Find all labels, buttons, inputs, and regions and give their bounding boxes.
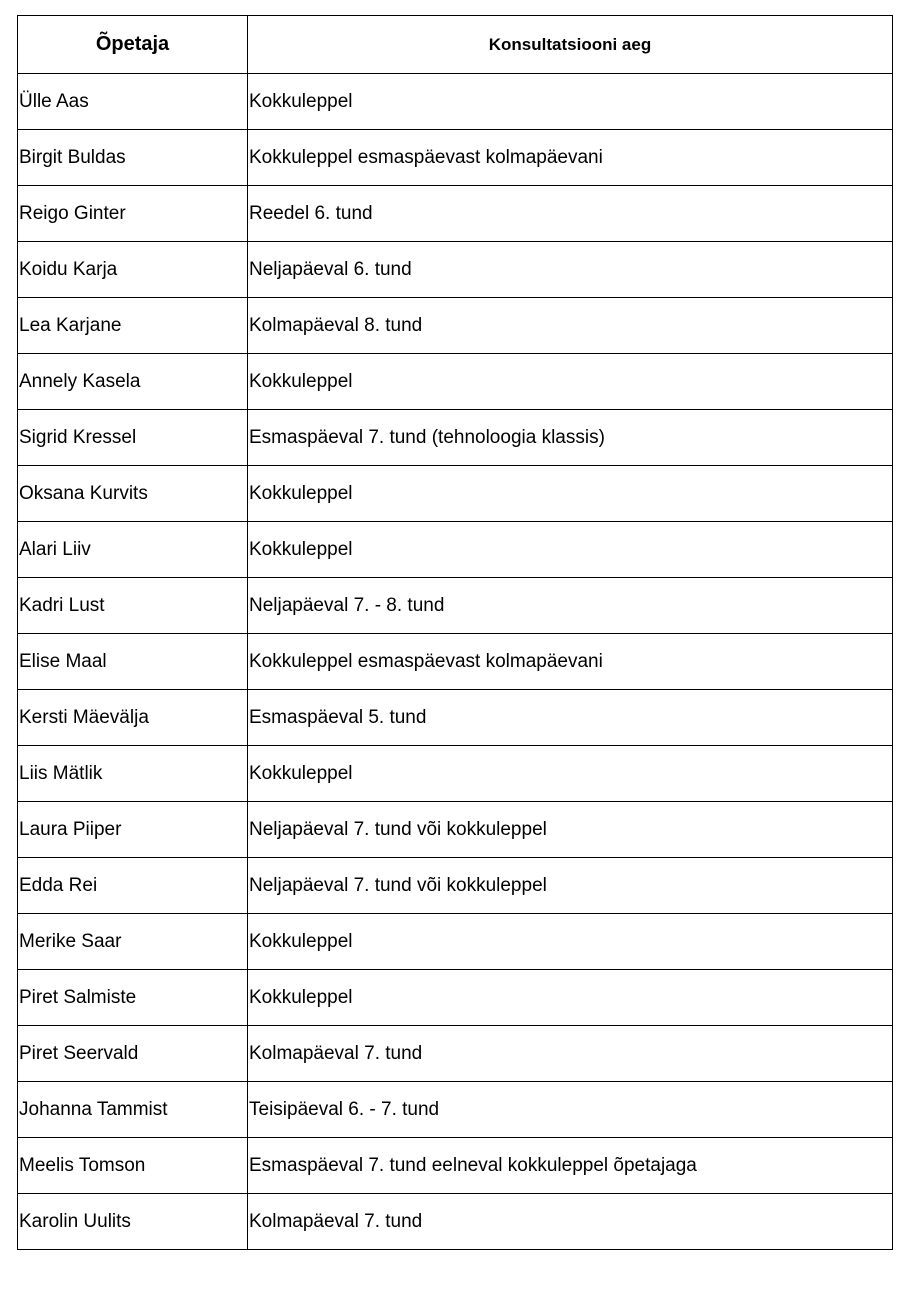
table-row [18,690,893,746]
consultation-time-cell: Kokkuleppel [248,74,893,130]
teacher-name-cell: Johanna Tammist [18,1082,248,1138]
consultation-time-cell: Kokkuleppel [248,746,893,802]
table-row [18,1082,893,1138]
consultation-time-cell: Kokkuleppel [248,354,893,410]
teacher-name-cell: Lea Karjane [18,298,248,354]
table-row [18,1194,893,1250]
teacher-name-cell: Piret Seervald [18,1026,248,1082]
teacher-name-cell: Kadri Lust [18,578,248,634]
table-row [18,634,893,690]
table-row [18,298,893,354]
teacher-name-cell: Liis Mätlik [18,746,248,802]
consultation-time-cell: Esmaspäeval 5. tund [248,690,893,746]
consultation-time-cell: Reedel 6. tund [248,186,893,242]
consultation-time-cell: Kokkuleppel esmaspäevast kolmapäevani [248,130,893,186]
consultation-time-cell: Kokkuleppel [248,522,893,578]
table-row [18,802,893,858]
consultation-time-cell: Neljapäeval 7. tund või kokkuleppel [248,802,893,858]
teacher-name-cell: Meelis Tomson [18,1138,248,1194]
teacher-name-cell: Sigrid Kressel [18,410,248,466]
consultation-time-cell: Neljapäeval 7. tund või kokkuleppel [248,858,893,914]
consultation-time-cell: Esmaspäeval 7. tund eelneval kokkuleppel õpetajaga [248,1138,893,1194]
consultation-time-cell: Kolmapäeval 8. tund [248,298,893,354]
table-row [18,466,893,522]
table-row [18,746,893,802]
table-body [18,74,893,1250]
teacher-name-cell: Alari Liiv [18,522,248,578]
consultation-time-cell: Neljapäeval 6. tund [248,242,893,298]
teacher-name-cell: Karolin Uulits [18,1194,248,1250]
consultation-time-cell: Kolmapäeval 7. tund [248,1194,893,1250]
table-row [18,242,893,298]
table-row [18,354,893,410]
table-row [18,1138,893,1194]
teacher-name-cell: Birgit Buldas [18,130,248,186]
teacher-name-cell: Kersti Mäevälja [18,690,248,746]
consultation-time-cell: Kokkuleppel [248,914,893,970]
consultation-time-cell: Esmaspäeval 7. tund (tehnoloogia klassis) [248,410,893,466]
table-row [18,1026,893,1082]
teacher-name-cell: Reigo Ginter [18,186,248,242]
teacher-name-cell: Oksana Kurvits [18,466,248,522]
table-row [18,578,893,634]
table-row [18,858,893,914]
teacher-name-cell: Elise Maal [18,634,248,690]
table-row [18,410,893,466]
consultation-time-cell: Kolmapäeval 7. tund [248,1026,893,1082]
header-row [18,16,893,74]
consultation-time-cell: Kokkuleppel esmaspäevast kolmapäevani [248,634,893,690]
teacher-name-cell: Ülle Aas [18,74,248,130]
table-row [18,970,893,1026]
teacher-name-cell: Koidu Karja [18,242,248,298]
header-consultation-time: Konsultatsiooni aeg [248,16,893,74]
teacher-name-cell: Laura Piiper [18,802,248,858]
teacher-name-cell: Edda Rei [18,858,248,914]
teacher-name-cell: Merike Saar [18,914,248,970]
consultation-time-cell: Teisipäeval 6. - 7. tund [248,1082,893,1138]
table-row [18,130,893,186]
consultation-table [17,15,893,1250]
header-teacher: Õpetaja [18,16,248,74]
consultation-time-cell: Neljapäeval 7. - 8. tund [248,578,893,634]
table-row [18,914,893,970]
table-row [18,186,893,242]
teacher-name-cell: Piret Salmiste [18,970,248,1026]
consultation-time-cell: Kokkuleppel [248,466,893,522]
consultation-time-cell: Kokkuleppel [248,970,893,1026]
teacher-name-cell: Annely Kasela [18,354,248,410]
table-row [18,74,893,130]
table-row [18,522,893,578]
